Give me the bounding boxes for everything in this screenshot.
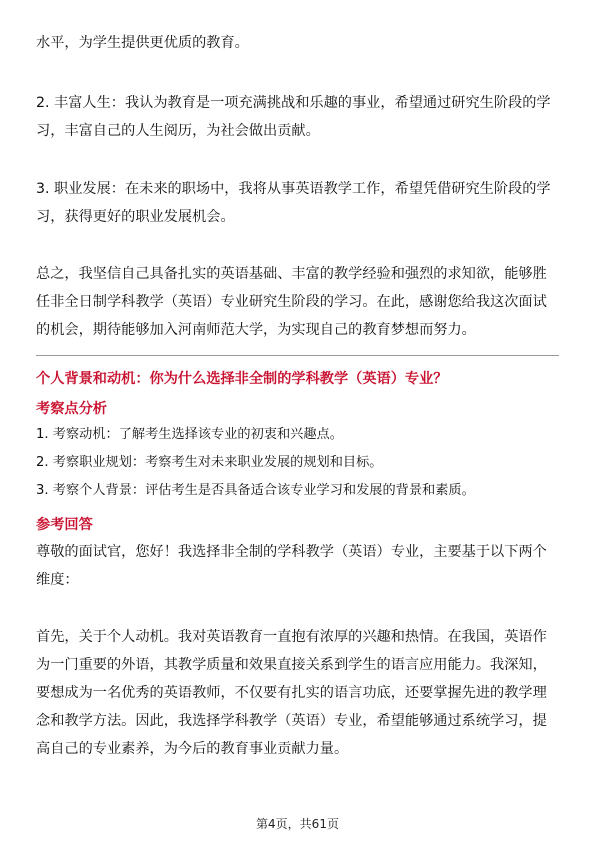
analysis-heading: 考察点分析	[36, 401, 107, 417]
answer-heading: 参考回答	[36, 517, 93, 533]
analysis-item-1: 1. 考察动机：了解考生选择该专业的初衷和兴趣点。	[36, 427, 343, 442]
answer-paragraph-2: 首先，关于个人动机。我对英语教育一直抱有浓厚的兴趣和热情。在我国，英语作为一门重要的外语，其教学质量和效果直接关系到学生的语言应用能力。我深知，要想成为一名优秀的英语教师，不仅要有扎实的语言功底，还要掌握先进的教学理念和教学方法。因此，我选择学科教学（英语）专业，希望能够通过系统学习，提高自己的专业素养，为今后的教育事业贡献力量。	[36, 629, 547, 757]
page-footer: 第4页，共61页	[256, 817, 339, 831]
answer-paragraph-1: 尊敬的面试官，您好！我选择非全制的学科教学（英语）专业，主要基于以下两个维度：	[36, 544, 547, 588]
intro-tail-paragraph: 水平，为学生提供更优质的教育。	[36, 35, 249, 51]
reason-paragraph-3: 3. 职业发展：在未来的职场中，我将从事英语教学工作，希望凭借研究生阶段的学习，获得更好的职业发展机会。	[36, 181, 551, 225]
conclusion-paragraph: 总之，我坚信自己具备扎实的英语基础、丰富的教学经验和强烈的求知欲，能够胜任非全日制学科教学（英语）专业研究生阶段的学习。在此，感谢您给我这次面试的机会，期待能够加入河南师范大学，为实现自己的教育梦想而努力。	[36, 266, 547, 338]
analysis-item-2: 2. 考察职业规划：考察考生对未来职业发展的规划和目标。	[36, 455, 383, 470]
question-title: 个人背景和动机：你为什么选择非全制的学科教学（英语）专业？	[36, 371, 448, 387]
section-divider	[36, 355, 559, 356]
reason-paragraph-2: 2. 丰富人生：我认为教育是一项充满挑战和乐趣的事业，希望通过研究生阶段的学习，丰富自己的人生阅历，为社会做出贡献。	[36, 95, 551, 139]
analysis-item-3: 3. 考察个人背景：评估考生是否具备适合该专业学习和发展的背景和素质。	[36, 483, 475, 498]
